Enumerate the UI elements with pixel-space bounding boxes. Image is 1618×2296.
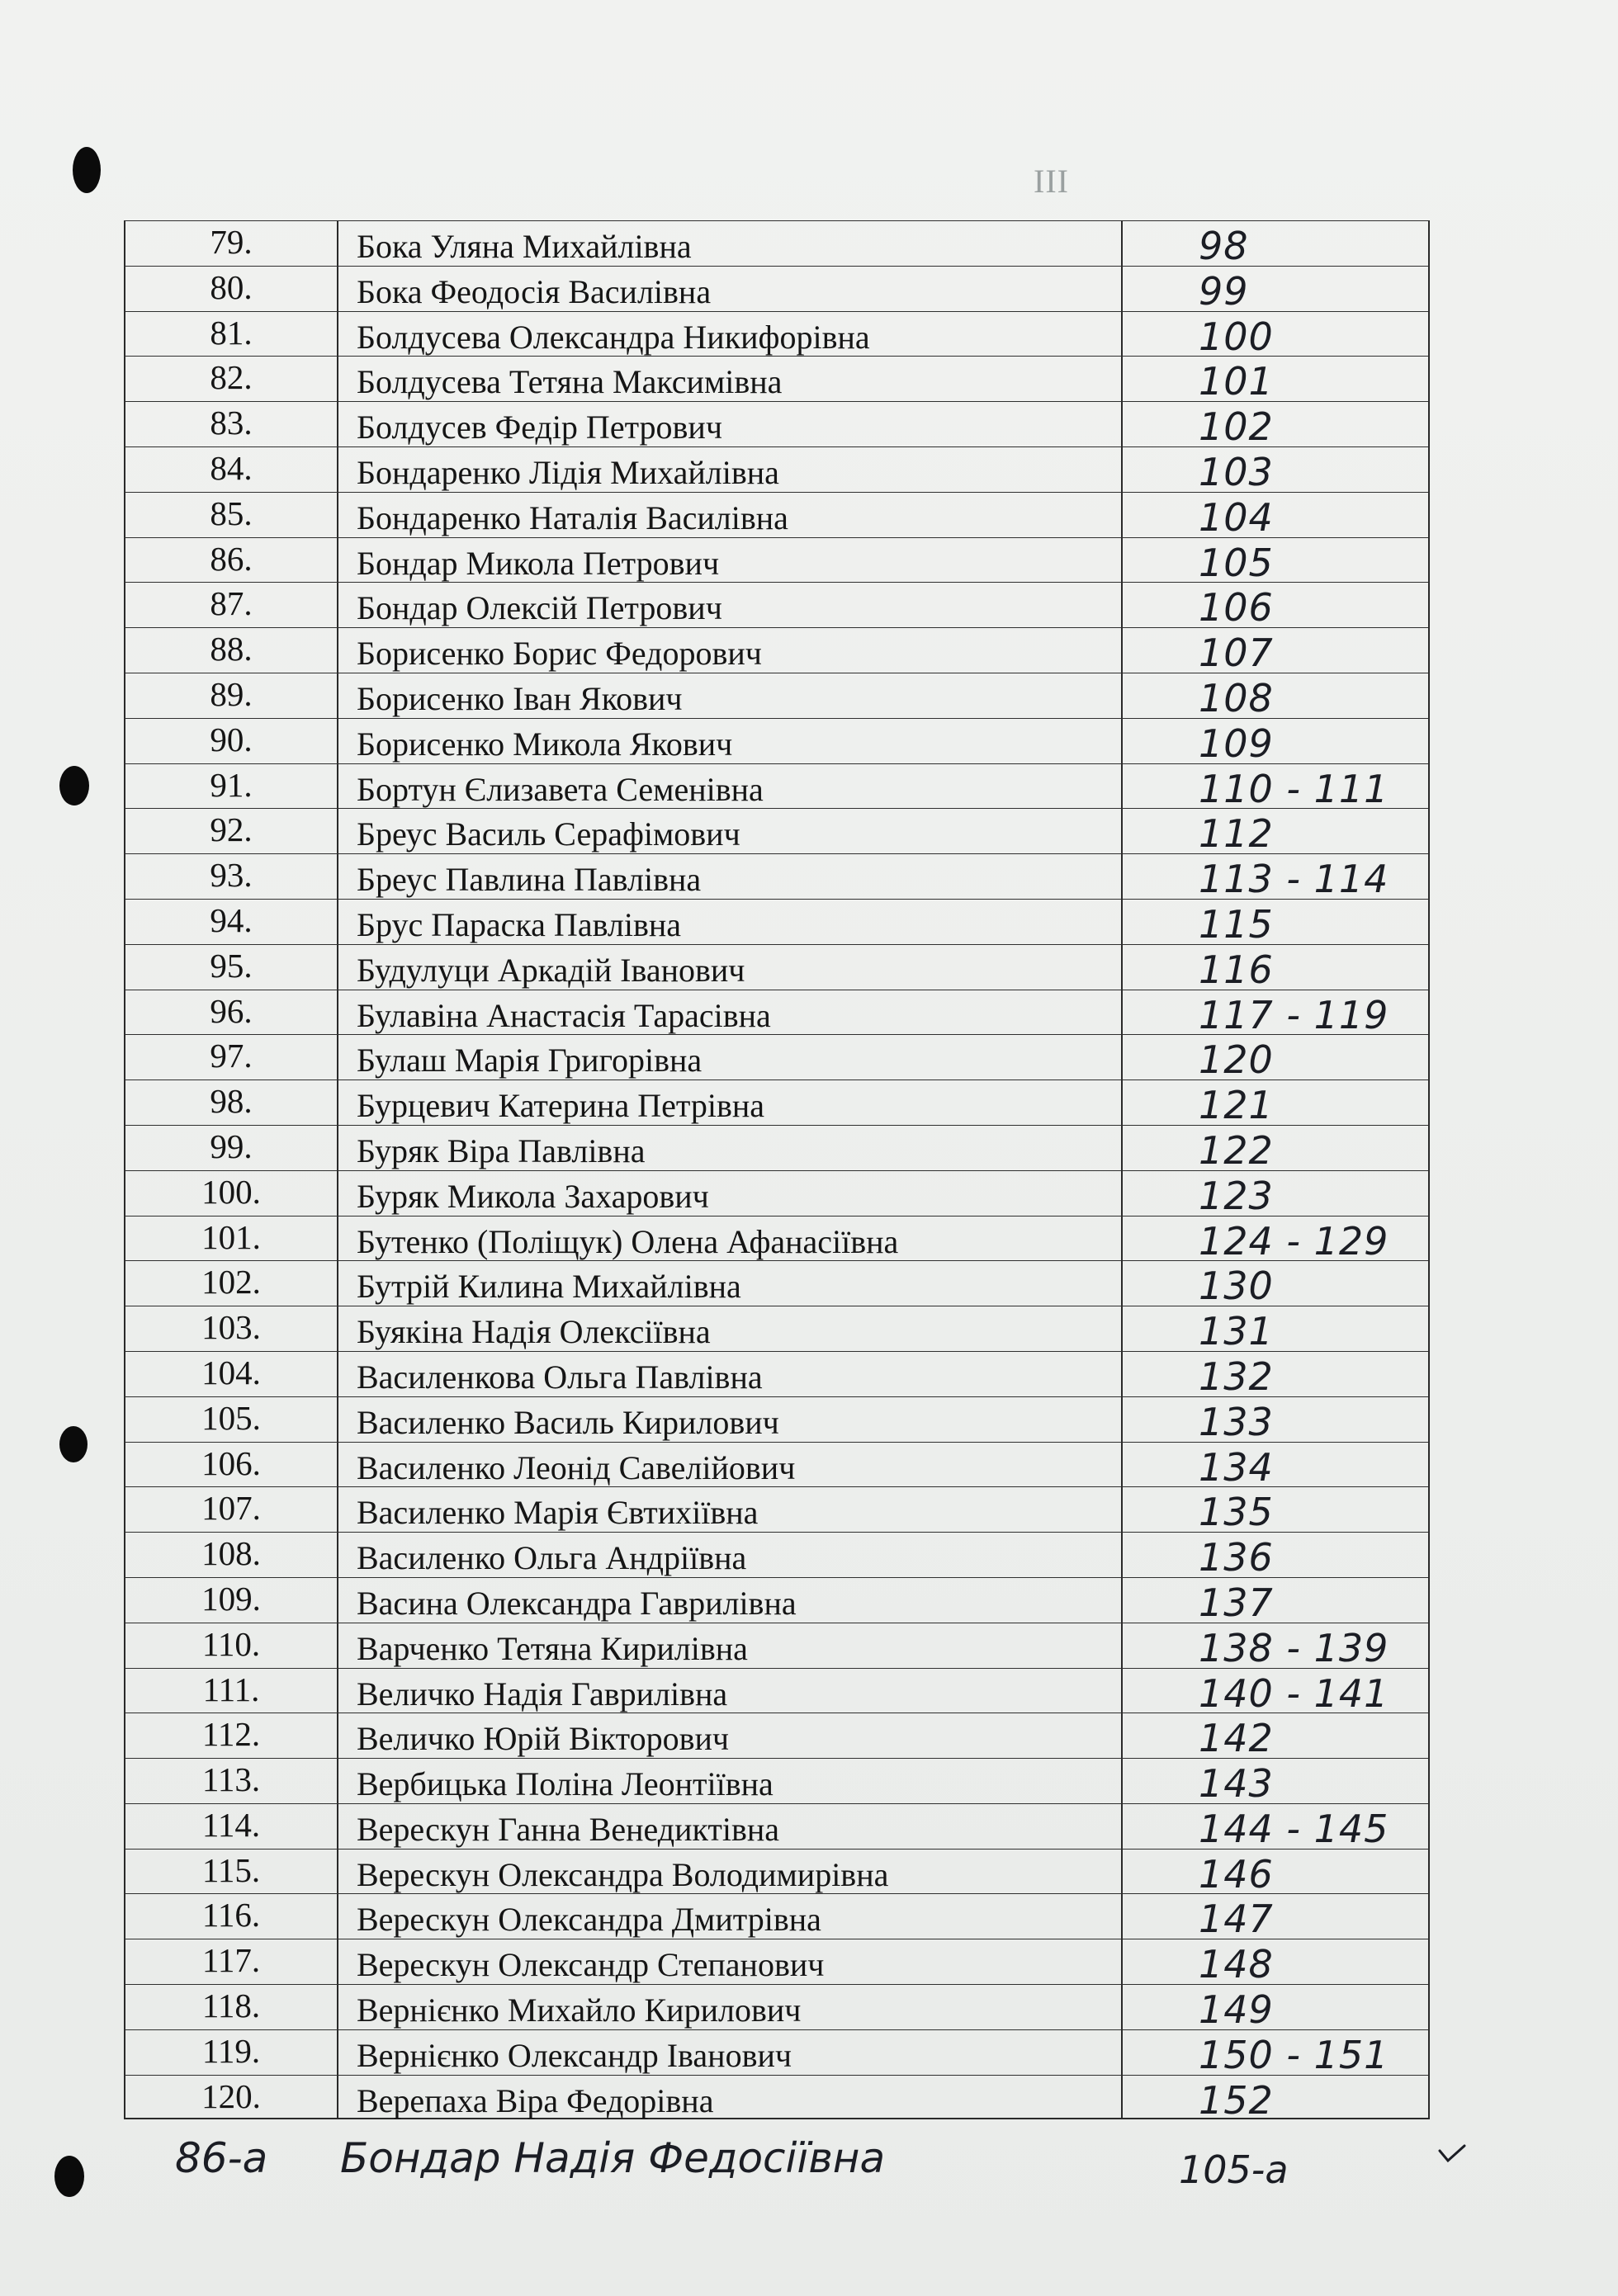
table-row [124, 1849, 1430, 1897]
person-name: Верескун Олександр Степанович [337, 1939, 1121, 1984]
person-name: Варченко Тетяна Кирилівна [337, 1623, 1121, 1668]
sheet-numbers: 117 - 119 [1121, 990, 1428, 1035]
sheet-numbers: 133 [1121, 1397, 1428, 1442]
table-row [124, 582, 1430, 631]
row-number: 95. [210, 946, 253, 985]
table-row [124, 537, 1430, 583]
person-name: Бондаренко Наталія Василівна [337, 493, 1121, 537]
punch-hole-middle [59, 766, 89, 805]
row-number: 115. [201, 1850, 261, 1889]
row-number: 87. [210, 584, 253, 623]
row-number: 91. [210, 765, 253, 804]
sheet-numbers: 108 [1121, 673, 1428, 718]
person-name: Верепаха Віра Федорівна [337, 2076, 1121, 2119]
sheet-numbers: 122 [1121, 1126, 1428, 1170]
table-row [124, 446, 1430, 492]
sheet-numbers: 115 [1121, 900, 1428, 944]
table-row [124, 1984, 1430, 2033]
table-row [124, 1668, 1430, 1716]
person-name: Бутенко (Поліщук) Олена Афанасіївна [337, 1217, 1121, 1261]
row-number: 90. [210, 720, 253, 758]
sheet-numbers: 134 [1121, 1443, 1428, 1487]
sheet-numbers: 99 [1121, 267, 1428, 311]
table-row [124, 1803, 1430, 1849]
table-row [124, 718, 1430, 766]
sheet-numbers: 107 [1121, 628, 1428, 673]
row-number: 92. [210, 810, 253, 849]
person-name: Бортун Єлизавета Семенівна [337, 764, 1121, 809]
sheet-numbers: 113 - 114 [1121, 854, 1428, 899]
sheet-numbers: 136 [1121, 1533, 1428, 1577]
table-row [124, 356, 1430, 404]
person-name: Болдусева Олександра Никифорівна [337, 312, 1121, 357]
sheet-numbers: 101 [1121, 357, 1428, 401]
sheet-numbers: 121 [1121, 1080, 1428, 1125]
row-number: 107. [201, 1489, 261, 1528]
table-row [124, 492, 1430, 540]
person-name: Буякіна Надія Олексіївна [337, 1306, 1121, 1351]
row-number: 106. [201, 1443, 261, 1482]
sheet-numbers: 149 [1121, 1985, 1428, 2029]
table-row [124, 1079, 1430, 1128]
sheet-numbers: 137 [1121, 1578, 1428, 1623]
row-number: 80. [210, 267, 253, 306]
punch-hole-top [73, 147, 101, 193]
person-name: Брус Параска Павлівна [337, 900, 1121, 944]
person-name: Василенко Ольга Андріївна [337, 1533, 1121, 1577]
sheet-numbers: 150 - 151 [1121, 2030, 1428, 2075]
row-number: 116. [201, 1896, 261, 1935]
row-number: 102. [201, 1263, 261, 1302]
sheet-numbers: 100 [1121, 312, 1428, 357]
sheet-numbers: 135 [1121, 1487, 1428, 1532]
row-number: 93. [210, 856, 253, 895]
row-number: 101. [201, 1217, 261, 1256]
row-number: 99. [210, 1127, 253, 1165]
table-row [124, 1351, 1430, 1399]
sheet-numbers: 110 - 111 [1121, 764, 1428, 809]
sheet-numbers: 131 [1121, 1306, 1428, 1351]
table-row [124, 990, 1430, 1035]
person-name: Вербицька Поліна Леонтіївна [337, 1759, 1121, 1803]
person-name: Василенкова Ольга Павлівна [337, 1352, 1121, 1396]
person-name: Бондар Микола Петрович [337, 538, 1121, 583]
person-name: Будулуци Аркадій Іванович [337, 945, 1121, 990]
person-name: Буряк Віра Павлівна [337, 1126, 1121, 1170]
row-number: 79. [210, 223, 253, 261]
table-row [124, 763, 1430, 809]
sheet-numbers: 144 - 145 [1121, 1804, 1428, 1849]
sheet-numbers: 102 [1121, 402, 1428, 446]
person-name: Бурцевич Катерина Петрівна [337, 1080, 1121, 1125]
sheet-numbers: 152 [1121, 2076, 1428, 2119]
sheet-numbers: 98 [1121, 221, 1428, 266]
person-name: Бока Феодосія Василівна [337, 267, 1121, 311]
person-name: Буряк Микола Захарович [337, 1171, 1121, 1216]
row-number: 108. [201, 1534, 261, 1573]
row-number: 89. [210, 674, 253, 713]
table-row [124, 1125, 1430, 1173]
sheet-numbers: 104 [1121, 493, 1428, 537]
table-row [124, 311, 1430, 357]
person-name: Василенко Леонід Савелійович [337, 1443, 1121, 1487]
row-number: 110. [201, 1624, 261, 1663]
sheet-numbers: 138 - 139 [1121, 1623, 1428, 1668]
row-number: 117. [201, 1941, 261, 1980]
row-number: 111. [202, 1670, 260, 1708]
table-row [124, 2075, 1430, 2123]
person-name: Болдусева Тетяна Максимівна [337, 357, 1121, 401]
sheet-numbers: 132 [1121, 1352, 1428, 1396]
person-name: Василенко Марія Євтихіївна [337, 1487, 1121, 1532]
row-number: 105. [201, 1398, 261, 1437]
table-row [124, 401, 1430, 450]
row-number: 96. [210, 991, 253, 1030]
person-name: Булавіна Анастасія Тарасівна [337, 990, 1121, 1035]
table-row [124, 1893, 1430, 1942]
person-name: Верескун Олександра Дмитрівна [337, 1894, 1121, 1939]
sheet-numbers: 106 [1121, 583, 1428, 627]
table-row [124, 1306, 1430, 1354]
table-row [124, 1758, 1430, 1807]
table-row [124, 2029, 1430, 2075]
table-row [124, 1623, 1430, 1668]
punch-hole-lower [59, 1426, 88, 1462]
person-name: Вернієнко Михайло Кирилович [337, 1985, 1121, 2029]
sheet-numbers: 124 - 129 [1121, 1217, 1428, 1261]
table-row [124, 627, 1430, 676]
table-row [124, 1939, 1430, 1987]
row-number: 118. [201, 1987, 261, 2025]
row-number: 84. [210, 448, 253, 487]
sheet-numbers: 123 [1121, 1171, 1428, 1216]
row-number: 120. [201, 2076, 261, 2115]
table-row [124, 1396, 1430, 1442]
person-name: Булаш Марія Григорівна [337, 1035, 1121, 1079]
person-name: Васина Олександра Гаврилівна [337, 1578, 1121, 1623]
checkmark-icon [1438, 2144, 1466, 2164]
sheet-numbers: 130 [1121, 1261, 1428, 1306]
person-name: Бондаренко Лідія Михайлівна [337, 447, 1121, 492]
sheet-numbers: 120 [1121, 1035, 1428, 1079]
sheet-numbers: 105 [1121, 538, 1428, 583]
table-row [124, 1034, 1430, 1083]
row-number: 119. [201, 2031, 261, 2070]
person-name: Верескун Олександра Володимирівна [337, 1850, 1121, 1894]
table-row [124, 1442, 1430, 1490]
row-number: 85. [210, 494, 253, 532]
person-name: Верескун Ганна Венедиктівна [337, 1804, 1121, 1849]
addendum-sheets: 105-а [1179, 2147, 1289, 2192]
table-row [124, 1577, 1430, 1623]
person-name: Василенко Василь Кирилович [337, 1397, 1121, 1442]
person-name: Бреус Василь Серафімович [337, 809, 1121, 853]
row-number: 97. [210, 1037, 253, 1075]
punch-hole-bottom [54, 2156, 84, 2197]
person-name: Вернієнко Олександр Іванович [337, 2030, 1121, 2075]
row-number: 94. [210, 900, 253, 939]
person-name: Бреус Павлина Павлівна [337, 854, 1121, 899]
row-number: 104. [201, 1353, 261, 1391]
table-row [124, 1170, 1430, 1216]
table-row [124, 220, 1430, 266]
row-number: 82. [210, 358, 253, 397]
addendum-number: 86-а [175, 2134, 268, 2182]
sheet-numbers: 143 [1121, 1759, 1428, 1803]
person-name: Бока Уляна Михайлівна [337, 221, 1121, 266]
table-row [124, 1486, 1430, 1535]
table-row [124, 1216, 1430, 1264]
sheet-numbers: 116 [1121, 945, 1428, 990]
page-number-mark: III [1034, 163, 1069, 200]
row-number: 81. [210, 313, 253, 352]
person-name: Бутрій Килина Михайлівна [337, 1261, 1121, 1306]
addendum-name: Бондар Надія Федосіївна [340, 2134, 886, 2182]
row-number: 86. [210, 539, 253, 578]
row-number: 114. [201, 1805, 261, 1844]
row-number: 103. [201, 1308, 261, 1347]
person-name: Бондар Олексій Петрович [337, 583, 1121, 627]
row-number: 88. [210, 630, 253, 668]
person-name: Величко Надія Гаврилівна [337, 1669, 1121, 1713]
table-row [124, 899, 1430, 947]
person-name: Борисенко Микола Якович [337, 719, 1121, 763]
table-row [124, 673, 1430, 718]
person-name: Болдусев Федір Петрович [337, 402, 1121, 446]
sheet-numbers: 109 [1121, 719, 1428, 763]
sheet-numbers: 148 [1121, 1939, 1428, 1984]
sheet-numbers: 103 [1121, 447, 1428, 492]
row-number: 98. [210, 1082, 253, 1121]
row-number: 113. [201, 1760, 261, 1799]
table-row [124, 808, 1430, 857]
sheet-numbers: 112 [1121, 809, 1428, 853]
person-name: Борисенко Іван Якович [337, 673, 1121, 718]
names-register-table [124, 220, 1430, 2123]
row-number: 109. [201, 1579, 261, 1618]
row-number: 83. [210, 404, 253, 442]
row-number: 100. [201, 1172, 261, 1211]
sheet-numbers: 146 [1121, 1850, 1428, 1894]
sheet-numbers: 142 [1121, 1713, 1428, 1758]
sheet-numbers: 147 [1121, 1894, 1428, 1939]
sheet-numbers: 140 - 141 [1121, 1669, 1428, 1713]
table-row [124, 853, 1430, 902]
table-row [124, 1260, 1430, 1309]
person-name: Борисенко Борис Федорович [337, 628, 1121, 673]
table-row [124, 1713, 1430, 1761]
person-name: Величко Юрій Вікторович [337, 1713, 1121, 1758]
row-number: 112. [201, 1715, 261, 1754]
table-row [124, 944, 1430, 990]
table-row [124, 266, 1430, 314]
table-row [124, 1532, 1430, 1580]
